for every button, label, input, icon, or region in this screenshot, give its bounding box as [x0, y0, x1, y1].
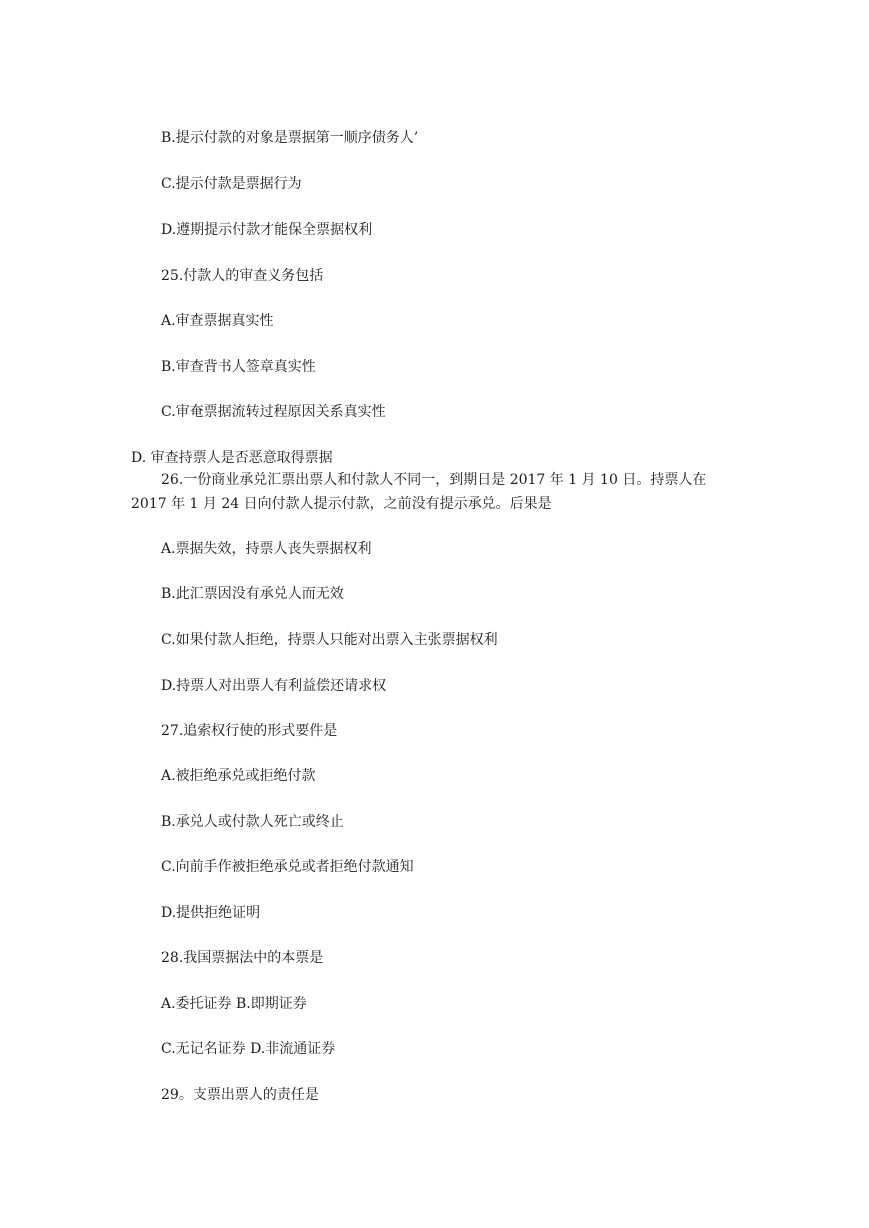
option-b-q25: B.审查背书人签章真实性 [161, 359, 316, 375]
option-b-q27: B.承兑人或付款人死亡或终止 [161, 814, 344, 830]
question-28: 28.我国票据法中的本票是 [161, 950, 324, 966]
option-c-q24: C.提示付款是票据行为 [161, 176, 302, 192]
option-d-q27: D.提供拒绝证明 [161, 905, 261, 921]
question-29: 29。支票出票人的责任是 [161, 1087, 319, 1103]
question-26-line-2: 2017 年 1 月 24 日向付款人提示付款，之前没有提示承兑。后果是 [131, 496, 552, 512]
option-d-q25: D. 审查持票人是否恶意取得票据 [131, 450, 333, 466]
option-a-q25: A.审查票据真实性 [161, 313, 274, 329]
option-a-q27: A.被拒绝承兑或拒绝付款 [161, 768, 316, 784]
option-d-q24: D.遵期提示付款才能保全票据权利 [161, 222, 373, 238]
question-25: 25.付款人的审查义务包括 [161, 268, 324, 284]
option-c-q25: C.审奄票据流转过程原因关系真实性 [161, 404, 386, 420]
options-cd-q28: C.无记名证券 D.非流通证券 [161, 1041, 336, 1057]
option-d-q26: D.持票人对出票人有利益偿还请求权 [161, 678, 387, 694]
question-26-line-1: 26.一份商业承兑汇票出票人和付款人不同一，到期日是 2017 年 1 月 10 日。持票人在 [161, 472, 707, 488]
option-b-q26: B.此汇票因没有承兑人而无效 [161, 586, 344, 602]
option-c-q27: C.向前手作被拒绝承兑或者拒绝付款通知 [161, 859, 414, 875]
option-a-q26: A.票据失效，持票人丧失票据权利 [161, 541, 372, 557]
option-c-q26: C.如果付款人拒绝，持票人只能对出票入主张票据权利 [161, 632, 498, 648]
options-ab-q28: A.委托证券 B.即期证券 [161, 996, 307, 1012]
question-27: 27.追索权行使的形式要件是 [161, 723, 338, 739]
option-b-q24: B.提示付款的对象是票据第一顺序债务人’ [161, 130, 419, 146]
